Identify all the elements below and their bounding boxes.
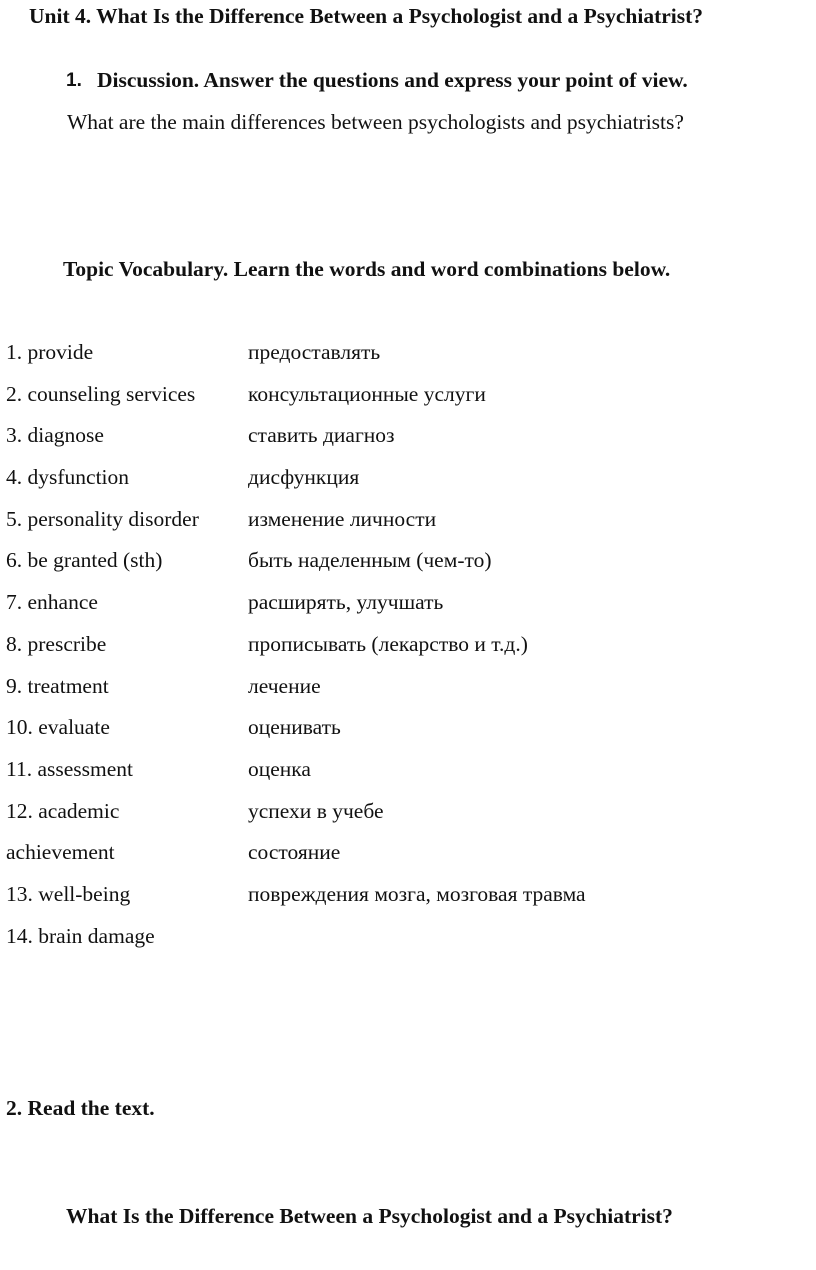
vocabulary-term: 14. brain damage [6, 923, 155, 948]
vocabulary-term: 10. evaluate [6, 715, 110, 740]
exercise-number: 1. [66, 70, 82, 91]
vocabulary-row [6, 548, 766, 590]
vocabulary-translation: состояние [248, 840, 341, 865]
vocabulary-row [6, 590, 766, 632]
vocabulary-term: 11. assessment [6, 756, 133, 781]
vocabulary-term: 6. be granted (sth) [6, 548, 163, 573]
vocabulary-row [6, 715, 766, 757]
reading-heading: 2. Read the text. [6, 1096, 155, 1120]
vocabulary-translation: дисфункция [248, 465, 360, 490]
vocabulary-heading: Topic Vocabulary. Learn the words and word combinations below. [63, 257, 671, 281]
vocabulary-term: 1. provide [6, 340, 94, 364]
vocabulary-translation: консультационные услуги [248, 381, 486, 406]
vocabulary-row [6, 382, 766, 424]
vocabulary-term: 7. enhance [6, 590, 98, 615]
vocabulary-translation: оценивать [248, 715, 341, 740]
vocabulary-row [6, 507, 766, 549]
vocabulary-row [6, 924, 766, 966]
vocabulary-row [6, 465, 766, 507]
vocabulary-translation: оценка [248, 756, 311, 781]
vocabulary-row [6, 882, 766, 924]
vocabulary-term: 2. counseling services [6, 381, 196, 406]
vocabulary-term: 9. treatment [6, 673, 109, 698]
discussion-heading: Discussion. Answer the questions and express your point of view. [97, 68, 688, 92]
vocabulary-translation: предоставлять [248, 340, 381, 364]
vocabulary-term: 13. well-being [6, 881, 131, 906]
vocabulary-translation: изменение личности [248, 506, 437, 531]
vocabulary-list [6, 340, 766, 965]
vocabulary-term: 8. prescribe [6, 631, 107, 656]
vocabulary-translation: расширять, улучшать [248, 590, 444, 615]
vocabulary-term: 5. personality disorder [6, 506, 199, 531]
vocabulary-term: 12. academic [6, 798, 120, 823]
vocabulary-row [6, 423, 766, 465]
vocabulary-row [6, 757, 766, 799]
vocabulary-term: 4. dysfunction [6, 465, 130, 490]
vocabulary-translation: быть наделенным (чем-то) [248, 548, 492, 573]
vocabulary-row [6, 840, 766, 882]
page-title: Unit 4. What Is the Difference Between a Psychologist and a Psychiatrist? [29, 4, 704, 28]
vocabulary-translation: ставить диагноз [248, 423, 395, 448]
vocabulary-row [6, 632, 766, 674]
vocabulary-row [6, 340, 766, 382]
vocabulary-row [6, 674, 766, 716]
discussion-question: What are the main differences between psychologists and psychiatrists? [67, 110, 684, 134]
vocabulary-translation: успехи в учебе [248, 798, 384, 823]
vocabulary-translation: лечение [248, 673, 321, 698]
vocabulary-term: achievement [6, 840, 115, 865]
vocabulary-row [6, 799, 766, 841]
reading-text-title: What Is the Difference Between a Psychologist and a Psychiatrist? [66, 1204, 673, 1228]
vocabulary-translation: повреждения мозга, мозговая травма [248, 881, 586, 906]
vocabulary-translation: прописывать (лекарство и т.д.) [248, 631, 528, 656]
vocabulary-term: 3. diagnose [6, 423, 104, 448]
